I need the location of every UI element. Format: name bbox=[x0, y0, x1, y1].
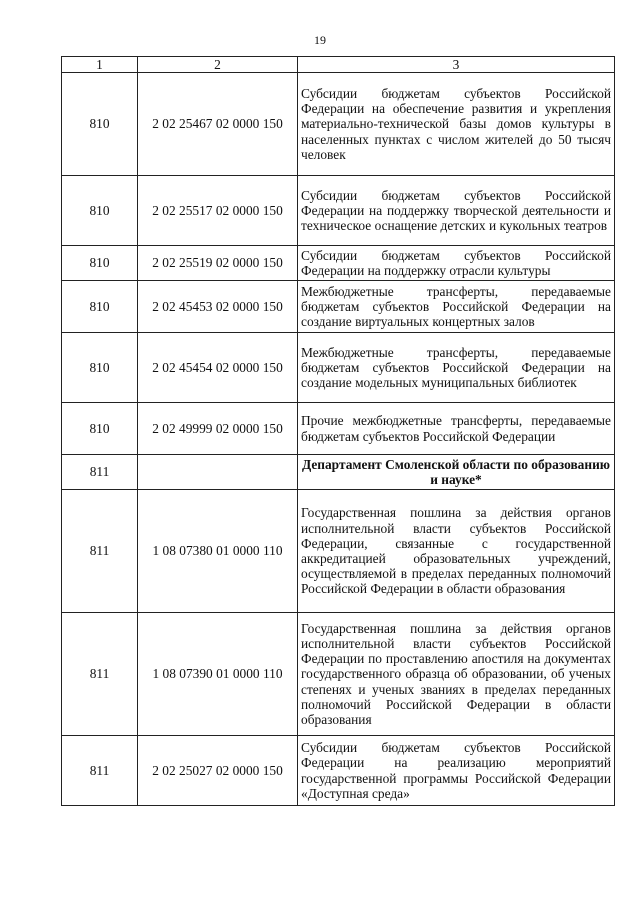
revenue-code-cell: 1 08 07390 01 0000 110 bbox=[138, 613, 298, 736]
revenue-code-cell: 2 02 45454 02 0000 150 bbox=[138, 333, 298, 403]
revenue-code-cell: 2 02 49999 02 0000 150 bbox=[138, 403, 298, 455]
table-row bbox=[62, 246, 615, 281]
header-cell-3: 3 bbox=[298, 57, 615, 73]
table-row bbox=[62, 403, 615, 455]
description-cell: Субсидии бюджетам субъектов Российской Федерации на обеспечение развития и укрепления материально-технической базы домов культуры в населенных пунктах с числом жителей до 50 тысяч человек bbox=[298, 73, 615, 176]
description-cell: Прочие межбюджетные трансферты, передаваемые бюджетам субъектов Российской Федерации bbox=[298, 403, 615, 455]
budget-codes-table bbox=[61, 56, 615, 806]
admin-code-cell: 811 bbox=[62, 736, 138, 806]
description-cell: Субсидии бюджетам субъектов Российской Федерации на реализацию мероприятий государственной программы Российской Федерации «Доступная среда» bbox=[298, 736, 615, 806]
revenue-code-cell: 2 02 25027 02 0000 150 bbox=[138, 736, 298, 806]
table-row bbox=[62, 736, 615, 806]
revenue-code-cell: 2 02 25517 02 0000 150 bbox=[138, 176, 298, 246]
table-row bbox=[62, 281, 615, 333]
revenue-code-cell bbox=[138, 455, 298, 490]
revenue-code-cell: 2 02 45453 02 0000 150 bbox=[138, 281, 298, 333]
table-row bbox=[62, 333, 615, 403]
header-cell-2: 2 bbox=[138, 57, 298, 73]
admin-code-cell: 810 bbox=[62, 403, 138, 455]
admin-code-cell: 811 bbox=[62, 455, 138, 490]
revenue-code-cell: 1 08 07380 01 0000 110 bbox=[138, 490, 298, 613]
department-heading-cell: Департамент Смоленской области по образованию и науке* bbox=[298, 455, 615, 490]
table-row bbox=[62, 73, 615, 176]
description-cell: Субсидии бюджетам субъектов Российской Федерации на поддержку отрасли культуры bbox=[298, 246, 615, 281]
admin-code-cell: 810 bbox=[62, 176, 138, 246]
description-cell: Межбюджетные трансферты, передаваемые бюджетам субъектов Российской Федерации на создание модельных муниципальных библиотек bbox=[298, 333, 615, 403]
admin-code-cell: 810 bbox=[62, 333, 138, 403]
table-row bbox=[62, 490, 615, 613]
table-row bbox=[62, 455, 615, 490]
description-cell: Межбюджетные трансферты, передаваемые бюджетам субъектов Российской Федерации на создание виртуальных концертных залов bbox=[298, 281, 615, 333]
table-row bbox=[62, 176, 615, 246]
admin-code-cell: 810 bbox=[62, 246, 138, 281]
description-cell: Государственная пошлина за действия органов исполнительной власти субъектов Российской Федерации, связанные с государственной аккредитацией образовательных учреждений, осуществляемой в пределах переданных полномочий Российской Федерации в области образования bbox=[298, 490, 615, 613]
description-cell: Субсидии бюджетам субъектов Российской Федерации на поддержку творческой деятельности и техническое оснащение детских и кукольных театров bbox=[298, 176, 615, 246]
description-cell: Государственная пошлина за действия органов исполнительной власти субъектов Российской Федерации по проставлению апостиля на документах государственного образца об образовании, об ученых степенях и ученых званиях в пределах переданных полномочий Российской Федерации в области образования bbox=[298, 613, 615, 736]
revenue-code-cell: 2 02 25519 02 0000 150 bbox=[138, 246, 298, 281]
revenue-code-cell: 2 02 25467 02 0000 150 bbox=[138, 73, 298, 176]
table-header-row bbox=[62, 57, 615, 73]
page-number: 19 bbox=[314, 33, 326, 47]
admin-code-cell: 811 bbox=[62, 490, 138, 613]
admin-code-cell: 810 bbox=[62, 73, 138, 176]
admin-code-cell: 811 bbox=[62, 613, 138, 736]
header-cell-1: 1 bbox=[62, 57, 138, 73]
table-row bbox=[62, 613, 615, 736]
admin-code-cell: 810 bbox=[62, 281, 138, 333]
